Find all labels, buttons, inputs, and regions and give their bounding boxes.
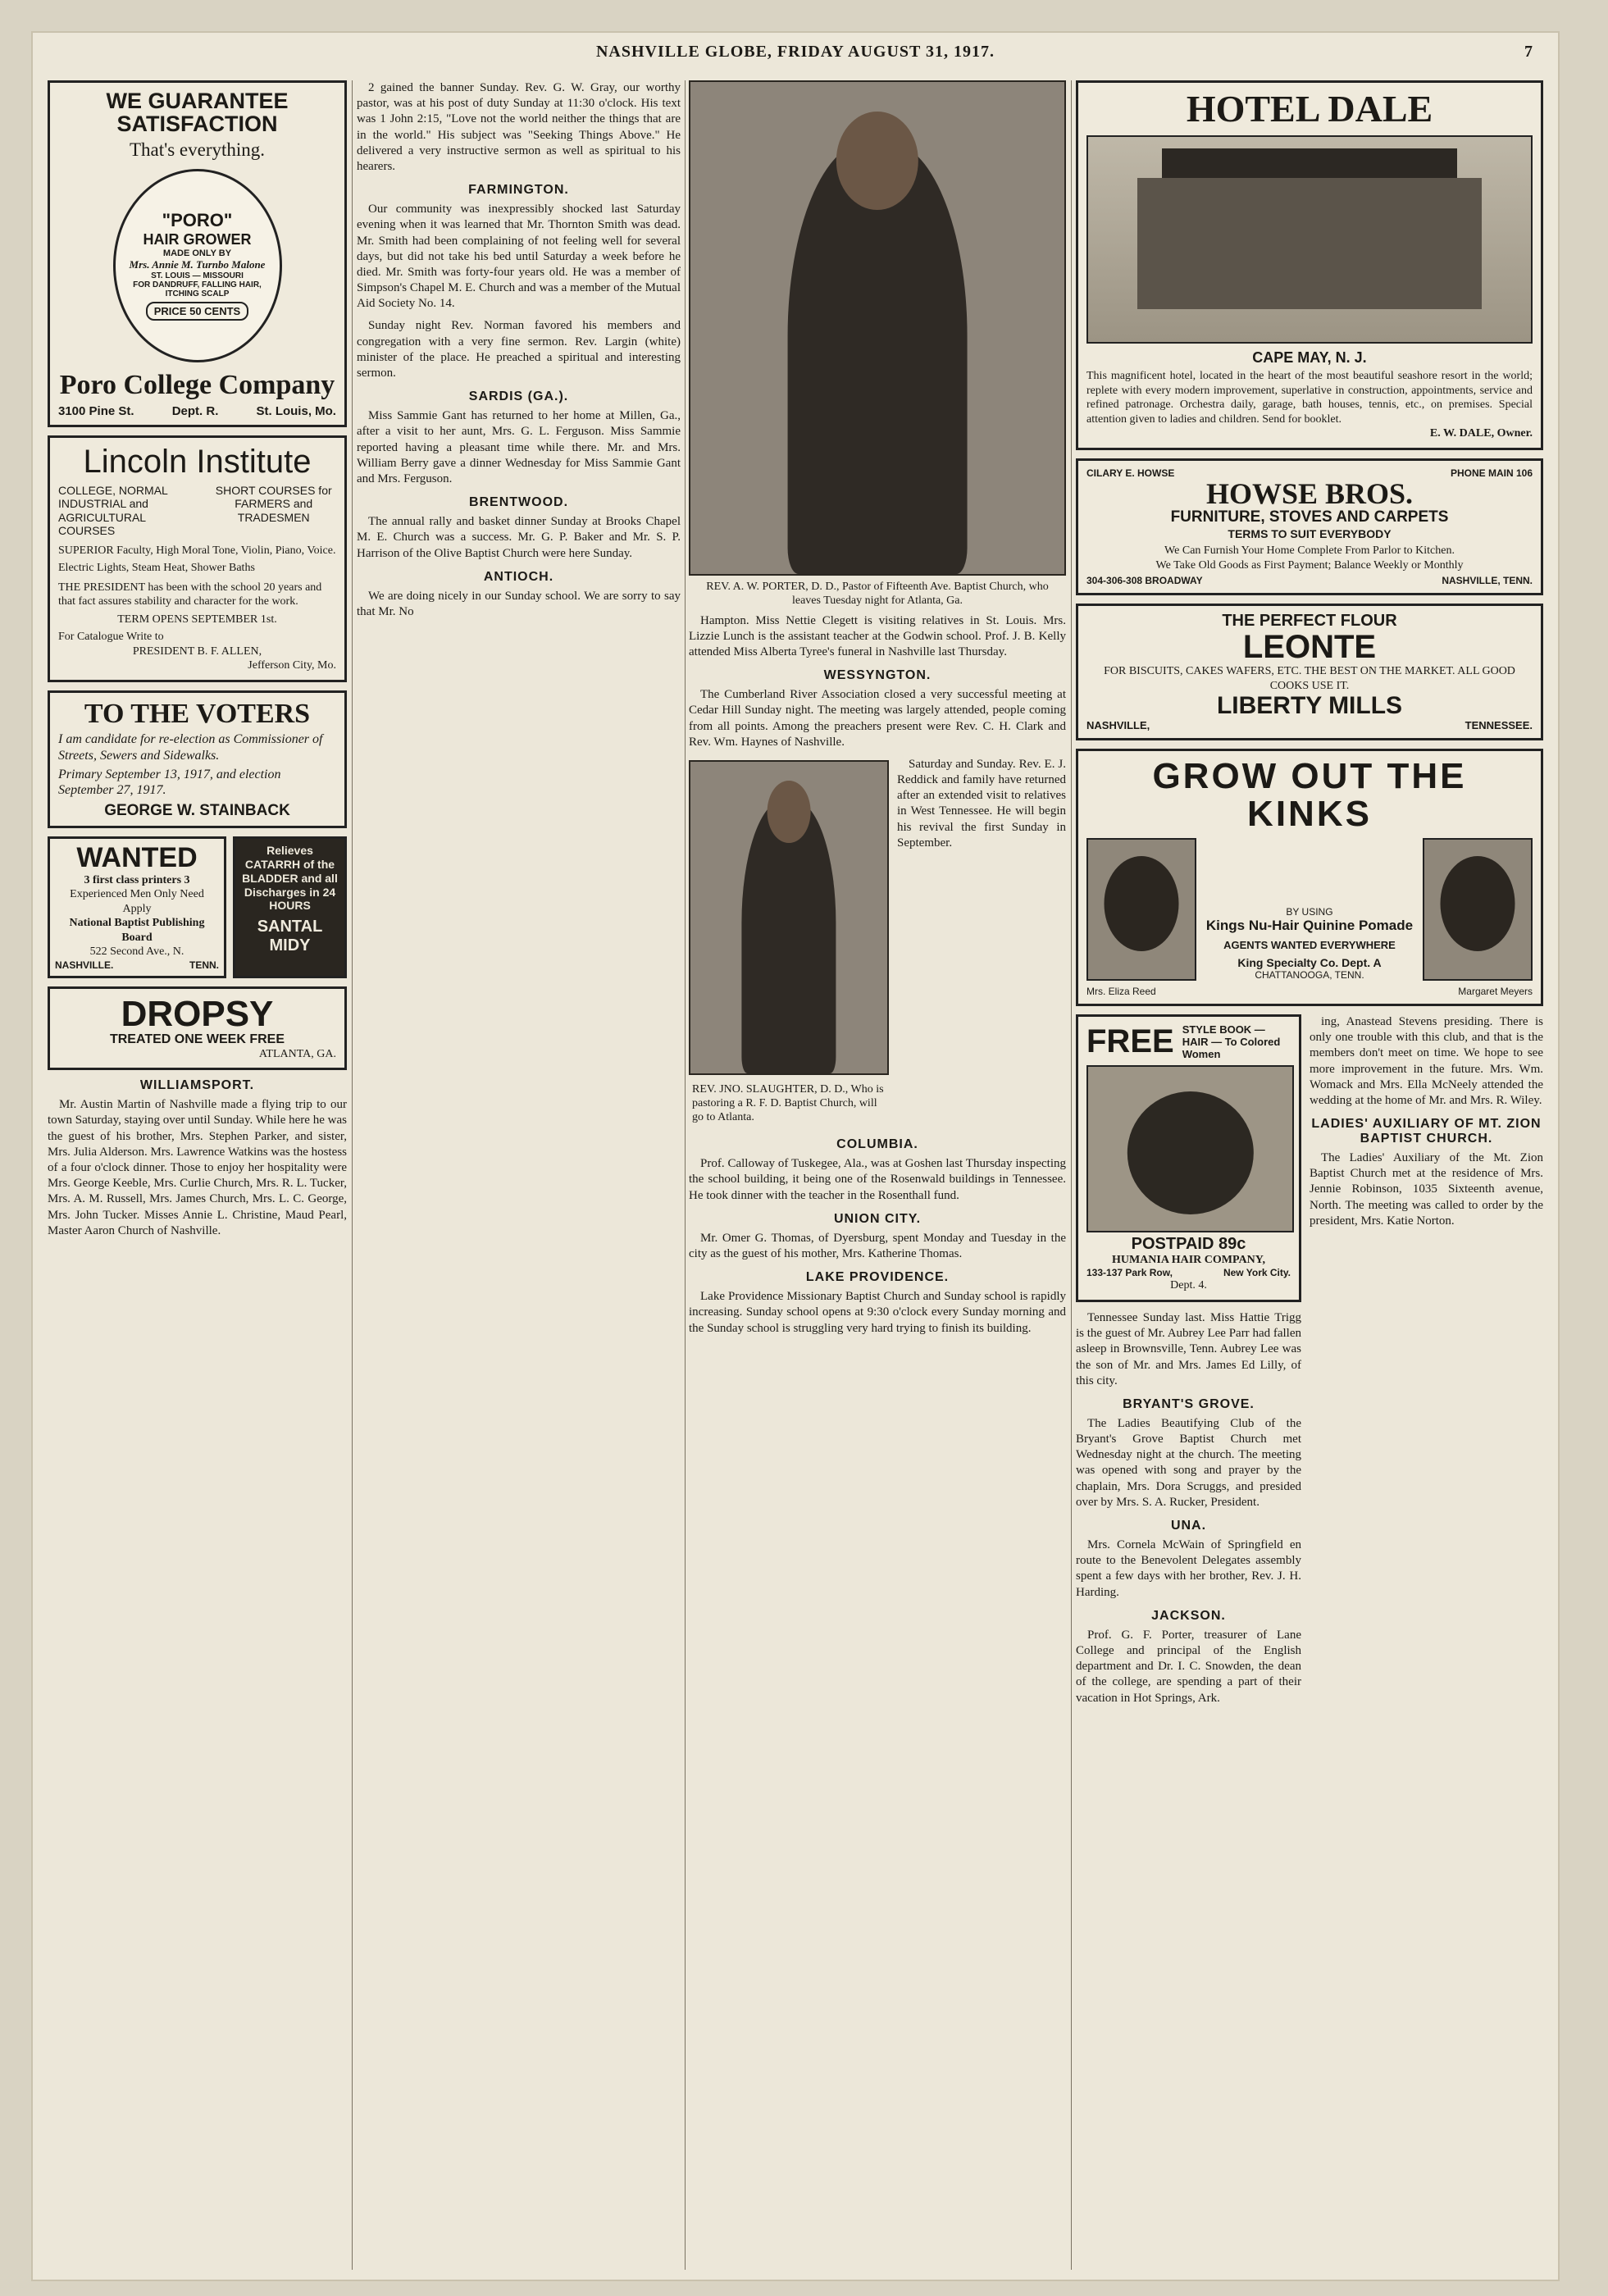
howse-goods: FURNITURE, STOVES AND CARPETS bbox=[1170, 508, 1449, 526]
howse-bottom-row bbox=[1086, 575, 1533, 586]
ladies-auxiliary-story bbox=[1310, 1150, 1543, 1229]
story-text: ing, Anastead Stevens presiding. There is only one trouble with this club, and that is the members don't meet on time. We hope to see more improvement in the future. Mrs. Wm. Womack and Mrs. Ella McNeely attended the wedding at the home of Mr. and Mrs. R. Wiley. bbox=[1310, 1014, 1543, 1107]
lake-providence-story bbox=[689, 1289, 1066, 1337]
col4-right-story bbox=[1310, 1014, 1543, 1109]
poro-subline: That's everything. bbox=[129, 139, 266, 160]
free-dept: Dept. 4. bbox=[1170, 1279, 1207, 1292]
leonte-place bbox=[1086, 719, 1533, 731]
free-postpaid: POSTPAID 89c bbox=[1131, 1234, 1246, 1253]
wessyngton-heading: WESSYNGTON. bbox=[823, 668, 932, 683]
masthead bbox=[57, 43, 1533, 66]
santal-text: Relieves CATARRH of the BLADDER and all Discharges in 24 HOURS bbox=[242, 844, 338, 913]
page-number: 7 bbox=[1524, 43, 1533, 61]
voters-ad bbox=[48, 690, 347, 828]
wanted-line2: Experienced Men Only Need Apply bbox=[70, 888, 204, 915]
story-text: The Ladies Beautifying Club of the Bryant's Grove Baptist Church met Wednesday night at the church. The meeting was opened with song and prayer by the chaplain, Mrs. Dora Scruggs, and presided over by Mrs. S. A. Rucker, President. bbox=[1076, 1416, 1301, 1509]
story-text: Hampton. Miss Nettie Clegett is visiting relatives in St. Louis. Mrs. Lizzie Lunch is the assistant teacher at the Godwin school. Prof. J. B. Kelly attended Miss Alberta Tyree's funeral in Nashville last Thursday. bbox=[689, 613, 1066, 658]
masthead-title: NASHVILLE GLOBE, FRIDAY AUGUST 31, 1917. bbox=[595, 43, 995, 61]
kinks-title: GROW OUT THE KINKS bbox=[1152, 755, 1467, 834]
free-hair-image bbox=[1086, 1065, 1294, 1232]
voters-name: GEORGE W. STAINBACK bbox=[104, 802, 290, 820]
jar-line: HAIR GROWER bbox=[143, 231, 252, 248]
wessyngton-story bbox=[689, 687, 1066, 750]
union-city-heading: UNION CITY. bbox=[833, 1211, 922, 1226]
howse-title: HOWSE BROS. bbox=[1205, 476, 1414, 510]
kinks-product: Kings Nu-Hair Quinine Pomade bbox=[1205, 917, 1414, 933]
jar-line: PRICE 50 CENTS bbox=[146, 302, 248, 321]
howse-address: 304-306-308 BROADWAY bbox=[1086, 575, 1203, 587]
column-4 bbox=[1076, 80, 1543, 2270]
bryant-heading: BRYANT'S GROVE. bbox=[1123, 1396, 1255, 1411]
col4-lower-left bbox=[1076, 1014, 1301, 1713]
williamsport-story bbox=[48, 1097, 347, 1239]
wanted-line4: 522 Second Ave., N. bbox=[89, 945, 184, 959]
story-text: Miss Sammie Gant has returned to her home at Millen, Ga., after a visit to her aunt, Mrs. G. L. Ferguson. Miss Sammie reported having a pleasant time while there. Mr. and Mrs. William Berry gave a dinner Wednesday for Miss Sammie Gant and Mrs. Ferguson. bbox=[357, 409, 681, 485]
story-text: Our community was inexpressibly shocked last Saturday evening when it was learned that Mr. Thornton Smith was dead. Mr. Smith had been complaining of not feeling well for several days, but did not take his bed until Saturday a week before he died. Mr. Smith was forty-four years old. He was a member of Simpson's Chapel M. E. Church and was a member of the Mutual Aid Society No. 14. bbox=[357, 203, 681, 311]
poro-ad bbox=[48, 80, 347, 427]
lincoln-president: PRESIDENT B. F. ALLEN, bbox=[132, 645, 262, 658]
hotel-roof bbox=[1162, 148, 1457, 178]
howse-line1: We Can Furnish Your Home Complete From Parlor to Kitchen. bbox=[1164, 544, 1455, 558]
dropsy-city: ATLANTA, GA. bbox=[258, 1047, 336, 1060]
portrait-face bbox=[836, 112, 918, 210]
leonte-city: NASHVILLE, bbox=[1086, 718, 1150, 731]
leonte-tag: FOR BISCUITS, CAKES WAFERS, ETC. THE BEST ON THE MARKET. ALL GOOD COOKS USE IT. bbox=[1104, 665, 1515, 692]
poro-jar-image bbox=[113, 169, 282, 362]
story-text: Prof. G. F. Porter, treasurer of Lane College and principal of the English department and Dr. I. C. Snowden, the dean of the college, are spending a part of their vacation in Hot Springs, Ark. bbox=[1076, 1628, 1301, 1705]
kinks-names bbox=[1086, 986, 1533, 997]
lincoln-catalogue: For Catalogue Write to bbox=[58, 631, 164, 644]
brentwood-story bbox=[357, 514, 681, 562]
hair-figure bbox=[1127, 1091, 1253, 1214]
slaughter-photo bbox=[689, 760, 889, 1075]
kinks-center bbox=[1196, 906, 1423, 981]
wanted-ad bbox=[48, 836, 226, 978]
porter-photo bbox=[689, 80, 1066, 576]
column-1 bbox=[48, 80, 347, 2270]
leonte-state: TENNESSEE. bbox=[1465, 718, 1533, 731]
porter-caption: REV. A. W. PORTER, D. D., Pastor of Fifteenth Ave. Baptist Church, who leaves Tuesday night for Atlanta, Ga. bbox=[706, 581, 1049, 607]
hotel-image bbox=[1086, 135, 1533, 344]
lincoln-faculty: SUPERIOR Faculty, High Moral Tone, Violin, Piano, Voice. bbox=[58, 544, 336, 557]
free-word: FREE bbox=[1086, 1023, 1174, 1059]
leonte-top: THE PERFECT FLOUR bbox=[1222, 612, 1397, 631]
kinks-left-name: Mrs. Eliza Reed bbox=[1086, 985, 1156, 997]
wanted-title: WANTED bbox=[76, 842, 198, 874]
portrait-face bbox=[768, 781, 811, 843]
howse-line2: We Take Old Goods as First Payment; Balance Weekly or Monthly bbox=[1155, 558, 1464, 572]
col3-mid-story bbox=[689, 613, 1066, 661]
wanted-city: NASHVILLE. bbox=[55, 959, 114, 971]
wanted-state: TENN. bbox=[189, 959, 219, 971]
bryant-story bbox=[1076, 1416, 1301, 1510]
sardis-heading: SARDIS (GA.). bbox=[468, 390, 569, 404]
leonte-mill: LIBERTY MILLS bbox=[1216, 692, 1403, 720]
wanted-place bbox=[55, 959, 219, 971]
antioch-story bbox=[357, 589, 681, 620]
howse-phone: PHONE MAIN 106 bbox=[1450, 467, 1533, 479]
lincoln-term: TERM OPENS SEPTEMBER 1st. bbox=[117, 613, 277, 626]
hotel-dale-ad bbox=[1076, 80, 1543, 450]
jar-line: ST. LOUIS — MISSOURI bbox=[151, 271, 244, 281]
una-heading: UNA. bbox=[1170, 1519, 1207, 1533]
col4-story1 bbox=[1076, 1310, 1301, 1389]
kinks-images bbox=[1086, 838, 1533, 981]
story-text: We are doing nicely in our Sunday school. We are sorry to say that Mr. No bbox=[357, 589, 681, 618]
wanted-santal-row bbox=[48, 836, 347, 986]
story-text: Saturday and Sunday. Rev. E. J. Reddick and family have returned after an extended visit to relatives in West Tennessee. He will begin his revival the first Sunday in September. bbox=[897, 757, 1066, 850]
poro-street: 3100 Pine St. bbox=[58, 404, 134, 419]
column-rule bbox=[352, 80, 353, 2270]
hotel-place: CAPE MAY, N. J. bbox=[1252, 349, 1367, 367]
jackson-heading: JACKSON. bbox=[1151, 1608, 1226, 1623]
lincoln-courses bbox=[58, 484, 336, 536]
farmington-story bbox=[357, 202, 681, 312]
poro-company: Poro College Company bbox=[59, 369, 335, 400]
voters-body: I am candidate for re-election as Commissioner of Streets, Sewers and Sidewalks. bbox=[58, 732, 323, 763]
column-3 bbox=[689, 80, 1066, 2270]
poro-dept: Dept. R. bbox=[171, 404, 219, 419]
lincoln-ad bbox=[48, 435, 347, 681]
jar-line: Mrs. Annie M. Turnbo Malone bbox=[129, 258, 266, 271]
story-text: 2 gained the banner Sunday. Rev. G. W. Gray, our worthy pastor, was at his post of duty Sunday at 11:30 o'clock. His text was 1 John 2:15, "Love not the world neither the things that are in the world." His subject was "Seeking Things Above." He delivered a very instructive sermon as well as spiritual to his hearers. bbox=[357, 81, 681, 173]
santal-ad bbox=[233, 836, 347, 978]
dropsy-ad bbox=[48, 986, 347, 1070]
column-rule bbox=[685, 80, 686, 2270]
howse-ad bbox=[1076, 458, 1543, 595]
hotel-title: HOTEL DALE bbox=[1186, 88, 1433, 130]
slaughter-caption: REV. JNO. SLAUGHTER, D. D., Who is pastoring a R. F. D. Baptist Church, will go to Atlanta. bbox=[692, 1082, 884, 1123]
columbia-heading: COLUMBIA. bbox=[836, 1137, 918, 1152]
kinks-city: CHATTANOOGA, TENN. bbox=[1255, 968, 1364, 981]
howse-terms: TERMS TO SUIT EVERYBODY bbox=[1228, 527, 1392, 541]
free-ad bbox=[1076, 1014, 1301, 1302]
story-text: Mrs. Cornela McWain of Springfield en route to the Benevolent Delegates assembly spent a few days with her brother, Rev. J. H. Harding. bbox=[1076, 1538, 1301, 1599]
free-company: HUMANIA HAIR COMPANY, bbox=[1111, 1253, 1266, 1266]
lincoln-city: Jefferson City, Mo. bbox=[248, 659, 336, 672]
hotel-owner: E. W. DALE, Owner. bbox=[1429, 427, 1533, 440]
williamsport-heading: WILLIAMSPORT. bbox=[139, 1078, 255, 1093]
lincoln-right-courses: SHORT COURSES for FARMERS and TRADESMEN bbox=[215, 484, 332, 524]
leonte-name: LEONTE bbox=[1242, 629, 1377, 666]
col4-lower-right bbox=[1310, 1014, 1543, 1713]
col2-mid-story bbox=[357, 318, 681, 381]
jar-line: MADE ONLY BY bbox=[162, 248, 232, 259]
story-text: The Cumberland River Association closed a very successful meeting at Cedar Hill Sunday night. The meeting was largely attended, people coming from all points. Among the preachers present were Rev. C. H. Clark and Rev. Wm. Haynes of Nashville. bbox=[689, 688, 1066, 749]
voters-primary: Primary September 13, 1917, and election September 27, 1917. bbox=[58, 767, 281, 797]
story-text: Mr. Austin Martin of Nashville made a flying trip to our town Saturday, staying over until Sunday. While here he was the guest of his brother, Mrs. Stephen Parker, and sister, Mrs. Julia Alderson. Mrs. Lawrence Watkins was the hostess of a four o'clock dinner. Those to enjoy her hospitality were Mrs. George Keeble, Mrs. Curlie Church, Mrs. R. L. Tucker, Mrs. A. M. Russell, Mrs. James Church, Mrs. L. C. George, Mrs. John Tucker. Misses Annie L. Christine, Maud Pearl, Master Aaron Church of Nashville. bbox=[48, 1098, 347, 1237]
column-2 bbox=[357, 80, 681, 2270]
lincoln-title: Lincoln Institute bbox=[83, 444, 312, 481]
voters-title: TO THE VOTERS bbox=[84, 698, 311, 729]
free-book: STYLE BOOK — HAIR — To Colored Women bbox=[1182, 1023, 1281, 1060]
jar-line: FOR DANDRUFF, FALLING HAIR, ITCHING SCALP bbox=[133, 280, 262, 299]
lake-providence-heading: LAKE PROVIDENCE. bbox=[805, 1270, 950, 1285]
dropsy-sub: TREATED ONE WEEK FREE bbox=[109, 1032, 285, 1046]
newspaper-page bbox=[33, 33, 1558, 2280]
poro-city: St. Louis, Mo. bbox=[256, 404, 336, 419]
free-address: 133-137 Park Row, bbox=[1086, 1267, 1173, 1279]
poro-address bbox=[58, 404, 336, 418]
kinks-ad bbox=[1076, 749, 1543, 1006]
free-address-row bbox=[1086, 1267, 1291, 1278]
story-text: Lake Providence Missionary Baptist Church and Sunday school is rapidly increasing. Sunday school opens at 9:30 o'clock every Sunday morning and the Sunday school is struggling very hard trying to finish its building. bbox=[689, 1290, 1066, 1335]
howse-left: CILARY E. HOWSE bbox=[1086, 467, 1175, 479]
photo-figure bbox=[1105, 856, 1179, 951]
lincoln-president-note: THE PRESIDENT has been with the school 20 years and that fact assures stability and character for the work. bbox=[58, 581, 322, 608]
column-rule bbox=[1071, 80, 1072, 2270]
col4-lower bbox=[1076, 1014, 1543, 1713]
una-story bbox=[1076, 1538, 1301, 1601]
howse-city: NASHVILLE, TENN. bbox=[1442, 575, 1533, 587]
santal-brand: SANTAL MIDY bbox=[257, 918, 323, 955]
kinks-photo-right bbox=[1423, 838, 1533, 981]
kinks-photo-left bbox=[1086, 838, 1196, 981]
kinks-by: BY USING bbox=[1286, 905, 1333, 918]
story-text: Mr. Omer G. Thomas, of Dyersburg, spent Monday and Tuesday in the city as the guest of his mother, Mrs. Katherine Thomas. bbox=[689, 1231, 1066, 1261]
story-text: Sunday night Rev. Norman favored his members and congregation with a very fine sermon. Rev. Largin (white) minister of the place. He preached a spiritual and interesting sermon. bbox=[357, 319, 681, 380]
sardis-story bbox=[357, 408, 681, 487]
hotel-building bbox=[1137, 178, 1482, 309]
story-text: The annual rally and basket dinner Sunday at Brooks Chapel M. E. Church was a success. Mr. G. P. Baker and Mr. S. P. Harrison of the Olive Baptist Church were here Sunday. bbox=[357, 515, 681, 560]
jackson-story bbox=[1076, 1628, 1301, 1706]
wanted-line1: 3 first class printers 3 bbox=[84, 873, 190, 886]
wanted-line3: National Baptist Publishing Board bbox=[69, 917, 205, 944]
lincoln-left-courses: COLLEGE, NORMAL INDUSTRIAL and AGRICULTURAL COURSES bbox=[58, 484, 168, 537]
story-text: Tennessee Sunday last. Miss Hattie Trigg is the guest of Mr. Aubrey Lee Parr had fallen asleep in Brownsville, Tenn. Aubrey Lee was the son of Mr. and Mrs. James Ed Lilly, of this city. bbox=[1076, 1310, 1301, 1387]
leonte-ad bbox=[1076, 604, 1543, 740]
farmington-heading: FARMINGTON. bbox=[468, 183, 569, 198]
kinks-right-name: Margaret Meyers bbox=[1458, 985, 1533, 997]
col2-top-story bbox=[357, 80, 681, 175]
free-top bbox=[1086, 1023, 1291, 1060]
kinks-company: King Specialty Co. Dept. A bbox=[1237, 955, 1382, 969]
story-text: Prof. Calloway of Tuskegee, Ala., was at Goshen last Thursday inspecting the school building, it being one of the Rosenwald buildings in Tennessee. He took dinner with the teacher in the Rosenthall fund. bbox=[689, 1157, 1066, 1202]
hotel-desc: This magnificent hotel, located in the heart of the most beautiful seashore resort in the world; replete with every modern improvement, superlative in construction, appointments, service and refined patronage. Orchestra daily, garage, bath houses, tennis, etc., on premises. Special attention given to ladies and children. Send for booklet. bbox=[1086, 370, 1533, 426]
poro-headline: WE GUARANTEE SATISFACTION bbox=[106, 89, 289, 137]
antioch-heading: ANTIOCH. bbox=[483, 569, 554, 584]
dropsy-title: DROPSY bbox=[121, 993, 274, 1034]
ladies-auxiliary-heading: LADIES' AUXILIARY OF MT. ZION BAPTIST CHURCH. bbox=[1311, 1117, 1542, 1146]
jar-line: "PORO" bbox=[162, 210, 233, 231]
photo-figure bbox=[1441, 856, 1515, 951]
lincoln-lights: Electric Lights, Steam Heat, Shower Baths bbox=[58, 562, 255, 575]
free-city: New York City. bbox=[1223, 1267, 1291, 1279]
union-city-story bbox=[689, 1231, 1066, 1262]
brentwood-heading: BRENTWOOD. bbox=[468, 495, 569, 510]
columbia-story bbox=[689, 1156, 1066, 1204]
kinks-agents: AGENTS WANTED EVERYWHERE bbox=[1223, 938, 1396, 951]
story-text: The Ladies' Auxiliary of the Mt. Zion Baptist Church met at the residence of Mrs. Jennie Robinson, 1035 Sixteenth avenue, North. The meeting was called to order by the president, Mrs. Katie Norton. bbox=[1310, 1151, 1543, 1228]
